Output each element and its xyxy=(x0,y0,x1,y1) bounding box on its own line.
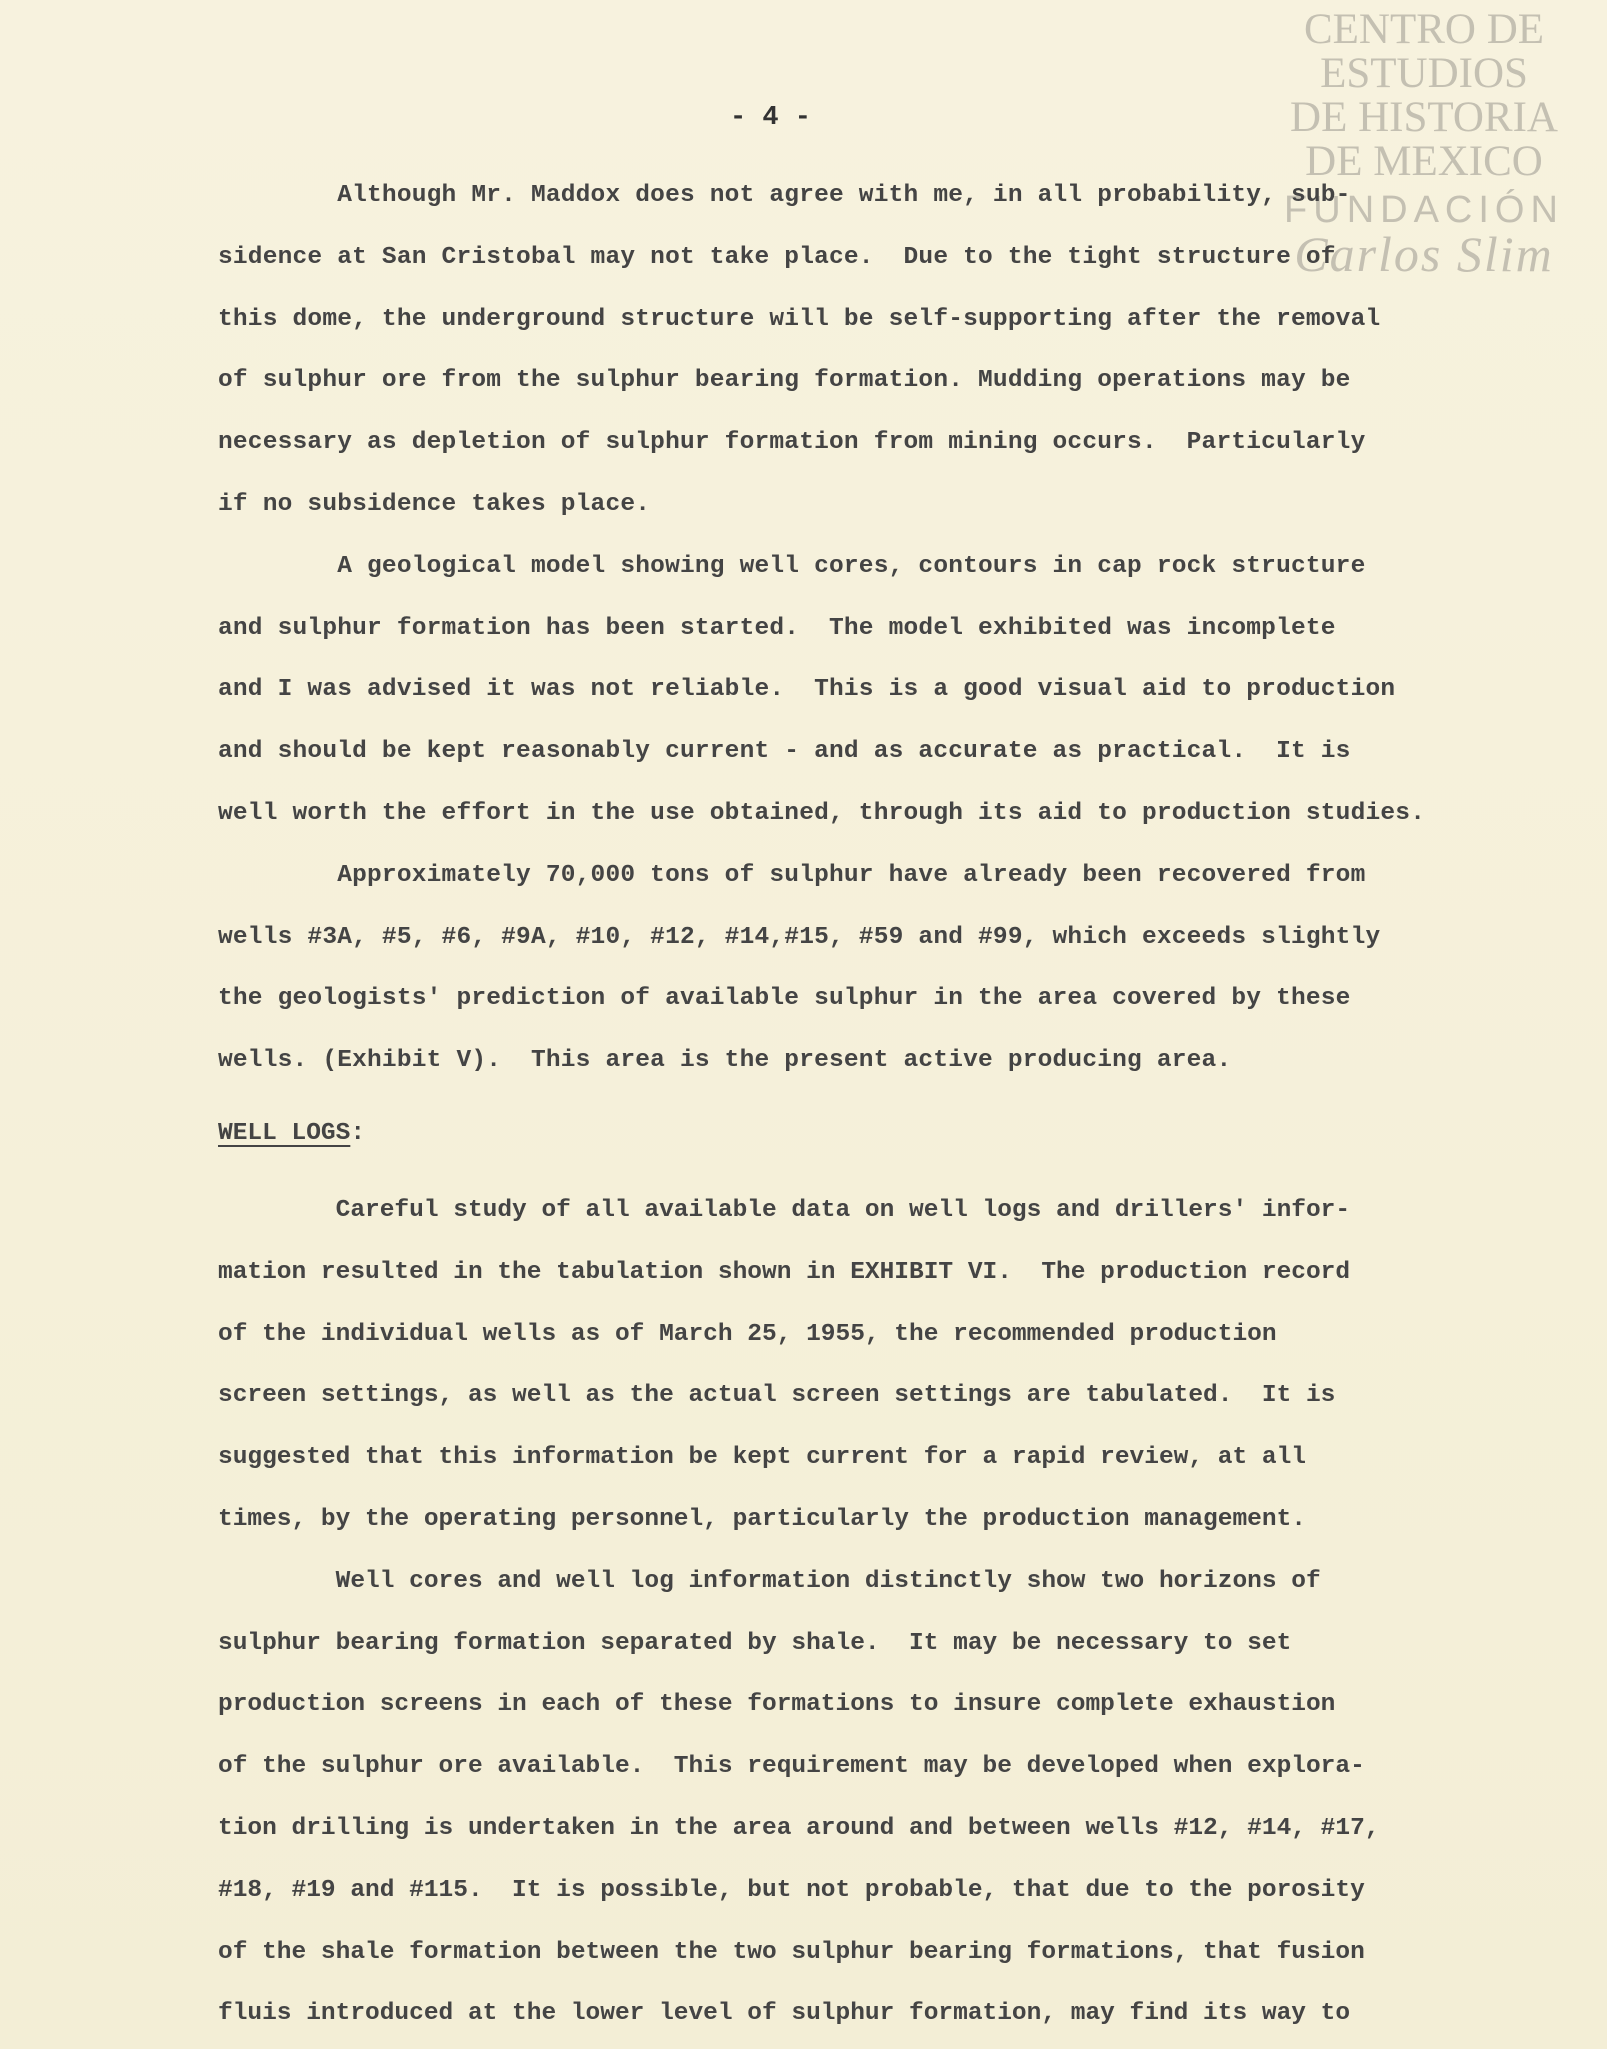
text-line: sulphur bearing formation separated by shale. It may be necessary to set xyxy=(218,1629,1292,1657)
text-line: of the sulphur ore available. This requirement may be developed when explora- xyxy=(218,1753,1365,1781)
text-line: Well cores and well log information distinctly show two horizons of xyxy=(218,1567,1321,1595)
text-line: wells. (Exhibit V). This area is the present active producing area. xyxy=(218,1047,1232,1075)
watermark-foundation: FUNDACIÓN xyxy=(1284,189,1564,231)
text-line: fluis introduced at the lower level of sulphur formation, may find its way to xyxy=(218,2000,1351,2028)
watermark-line: DE MEXICO xyxy=(1305,138,1543,185)
text-line: and should be kept reasonably current - and as accurate as practical. It is xyxy=(218,738,1351,766)
watermark-line: CENTRO DE xyxy=(1303,6,1545,53)
page-number: - 4 - xyxy=(730,103,812,133)
text-line: times, by the operating personnel, particularly the production management. xyxy=(218,1505,1306,1533)
text-line: and sulphur formation has been started. The model exhibited was incomplete xyxy=(218,614,1336,642)
text-line: this dome, the underground structure will be self-supporting after the removal xyxy=(218,305,1381,333)
text-line: screen settings, as well as the actual screen settings are tabulated. It is xyxy=(218,1382,1336,1410)
text-line: production screens in each of these formations to insure complete exhaustion xyxy=(218,1691,1336,1719)
watermark-signature: Carlos Slim xyxy=(1294,226,1554,282)
text-line: sidence at San Cristobal may not take place. Due to the tight structure of xyxy=(218,243,1336,271)
text-line: and I was advised it was not reliable. This is a good visual aid to production xyxy=(218,676,1396,704)
text-line: Careful study of all available data on well logs and drillers' infor- xyxy=(218,1197,1351,1224)
text-line: A geological model showing well cores, contours in cap rock structure xyxy=(218,552,1366,580)
text-line: of the individual wells as of March 25, 1955, the recommended production xyxy=(218,1320,1277,1348)
text-line: wells #3A, #5, #6, #9A, #10, #12, #14,#15, #59 and #99, which exceeds slightly xyxy=(218,923,1381,951)
heading-colon: : xyxy=(350,1120,366,1147)
text-line: #18, #19 and #115. It is possible, but not probable, that due to the porosity xyxy=(218,1876,1365,1904)
text-line: suggested that this information be kept current for a rapid review, at all xyxy=(218,1444,1306,1472)
heading-label: WELL LOGS xyxy=(218,1120,351,1147)
text-line: of sulphur ore from the sulphur bearing formation. Mudding operations may be xyxy=(218,367,1351,395)
text-line: mation resulted in the tabulation shown in EXHIBIT VI. The production record xyxy=(218,1258,1351,1286)
body-section-1 xyxy=(218,165,1518,1092)
watermark-line: ESTUDIOS xyxy=(1320,50,1528,97)
body-section-2 xyxy=(218,1180,1518,2045)
text-line: necessary as depletion of sulphur formation from mining occurs. Particularly xyxy=(218,429,1366,457)
text-line: if no subsidence takes place. xyxy=(218,490,651,518)
watermark-line: DE HISTORIA xyxy=(1290,94,1558,141)
text-line: tion drilling is undertaken in the area around and between wells #12, #14, #17, xyxy=(218,1814,1380,1842)
text-line: Although Mr. Maddox does not agree with me, in all probability, sub- xyxy=(218,182,1351,209)
text-line: the geologists' prediction of available sulphur in the area covered by these xyxy=(218,985,1351,1013)
section-heading-well-logs xyxy=(218,1120,365,1147)
text-line: of the shale formation between the two sulphur bearing formations, that fusion xyxy=(218,1938,1365,1966)
text-line: well worth the effort in the use obtained, through its aid to production studies. xyxy=(218,799,1426,827)
text-line: Approximately 70,000 tons of sulphur have already been recovered from xyxy=(218,861,1366,889)
